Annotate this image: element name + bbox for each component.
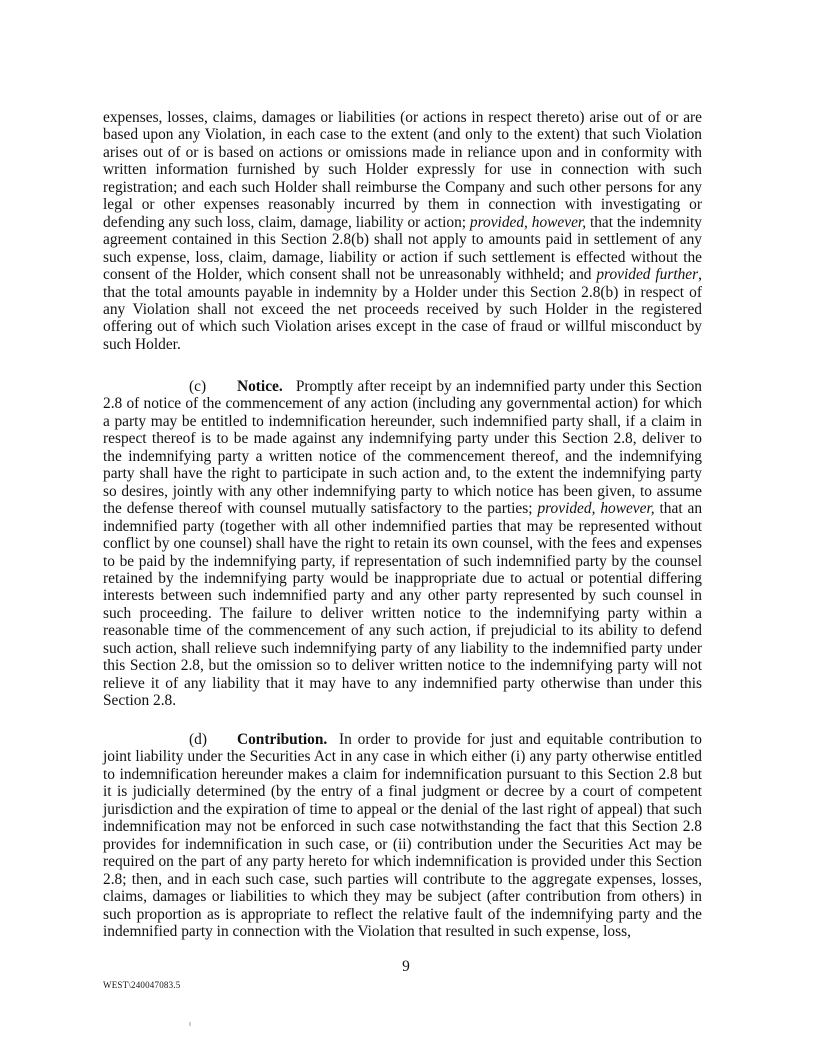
paragraph-c-heading: Notice. (237, 378, 283, 395)
paragraph-c-label: (c) (189, 378, 207, 395)
provided-further-term: provided further (596, 266, 699, 284)
paragraph-b-text-2: that the indemnity agreement contained in this Section 2.8(b) shall not apply to amounts paid in settlement of any such expense, loss, claim, damage, liability or action if such settlement is effected without the consent of the Holder, which consent shall not be unreasonably withheld; and (103, 213, 702, 284)
paragraph-c-text-2: that an indemnified party (together with all other indemnified parties that may be represented without conflict by one counsel) shall have the right to retain its own counsel, with the fees and expenses to be paid by the indemnifying party, if representation of such indemnified party by the counsel retained by the indemnifying party would be inappropriate due to actual or potential differing interests between such indemnified party and any other party represented by such counsel in such proceeding. The failure to deliver written notice to the indemnifying party within a reasonable time of the commencement of any such action, if prejudicial to its ability to defend such action, shall relieve such indemnifying party of any liability to the indemnified party under this Section 2.8, but the omission so to deliver written notice to the indemnifying party will not relieve it of any liability that it may have to any indemnified party otherwise than under this Section 2.8. (103, 500, 703, 710)
paragraph-d-text-1: In order to provide for just and equitable contribution to joint liability under the Securities Act in any case in which either (i) any party otherwise entitled to indemnification hereunder makes a claim for indemnification pursuant to this Section 2.8 but it is judicially determined (by the entry of a final judgment or decree by a court of competent jurisdiction and the expiration of time to appeal or the denial of the last right of appeal) that such indemnification may not be enforced in such case notwithstanding the fact that this Section 2.8 provides for indemnification in such case, or (ii) contribution under the Securities Act may be required on the part of any party hereto for which indemnification is provided under this Section 2.8; then, and in each such case, such parties will contribute to the aggregate expenses, losses, claims, damages or liabilities to which they may be subject (after contribution from others) in such proportion as is appropriate to reflect the relative fault of the indemnifying party and the indemnified party in connection with the Violation that resulted in such expense, loss, (103, 731, 703, 940)
paragraph-b-text-1: expenses, losses, claims, damages or liabilities (or actions in respect thereto) arise out of or are based upon any Violation, in each case to the extent (and only to the extent) that such Violation arises out of or is based on actions or omissions made in reliance upon and in conformity with written information furnished by such Holder expressly for use in connection with such registration; and each such Holder shall reimburse the Company and such other persons for any legal or other expenses reasonably incurred by them in connection with investigating or defending any such loss, claim, damage, liability or action; (103, 109, 702, 231)
provided-however-term-c: provided, however, (537, 500, 655, 518)
paragraph-2-8-b-continuation (103, 109, 702, 353)
document-id: WEST\240047083.5 (103, 980, 181, 990)
paragraph-d-label: (d) (189, 731, 207, 748)
scan-speck (189, 1022, 191, 1026)
paragraph-b-text-3: , that the total amounts payable in indemnity by a Holder under this Section 2.8(b) in respect of any Violation shall not exceed the net proceeds received by such Holder in the registered offering out of which such Violation arises except in the case of fraud or willful misconduct by such Holder. (103, 266, 702, 353)
paragraph-2-8-d-contribution (103, 731, 702, 940)
paragraph-d-heading: Contribution. (237, 731, 328, 748)
paragraph-c-text-1: Promptly after receipt by an indemnified party under this Section 2.8 of notice of the commencement of any action (including any governmental action) for which a party may be entitled to indemnification hereunder, such indemnified party shall, if a claim in respect thereof is to be made against any indemnifying party under this Section 2.8, deliver to the indemnifying party a written notice of the commencement thereof, and the indemnifying party shall have the right to participate in such action and, to the extent the indemnifying party so desires, jointly with any other indemnifying party to which notice has been given, to assume the defense thereof with counsel mutually satisfactory to the parties; (103, 378, 702, 518)
page-number: 9 (402, 958, 410, 975)
provided-however-term: provided, however, (469, 213, 587, 231)
paragraph-2-8-c-notice (103, 378, 702, 710)
